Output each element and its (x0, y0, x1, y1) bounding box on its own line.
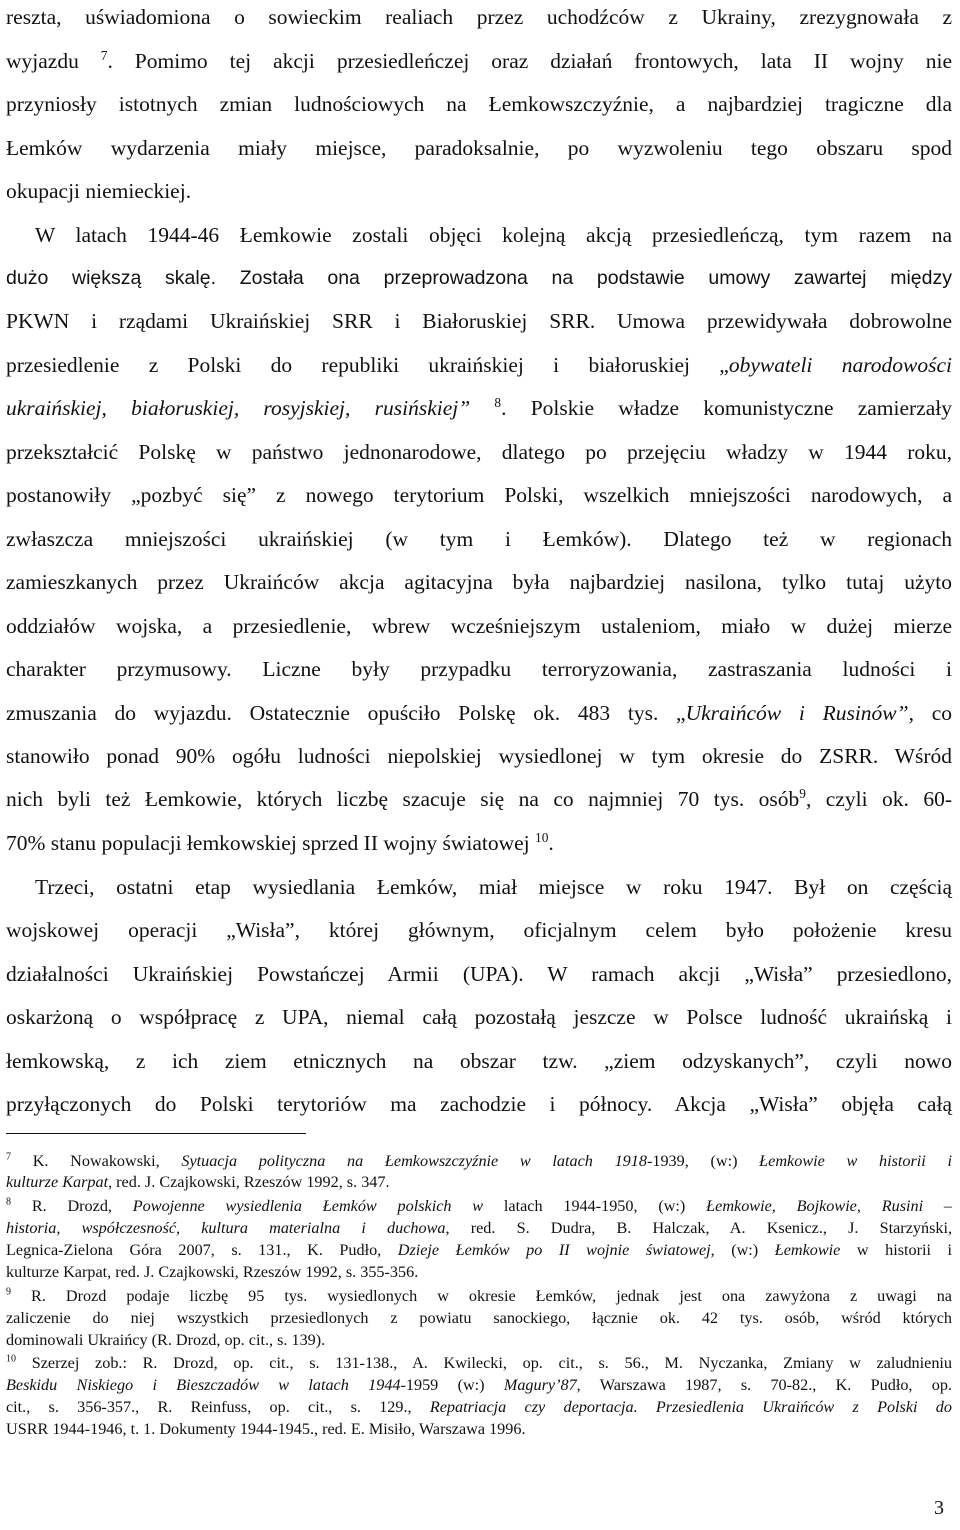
body-line: przekształcić Polskę w państwo jednonarodowe, dlatego po przejęciu władzy w 1944 roku, (6, 440, 952, 464)
footnote-separator (6, 1133, 306, 1134)
footnote-line: kulturze Karpat, red. J. Czajkowski, Rzeszów 1992, s. 355-356. (6, 1263, 419, 1281)
body-line: Łemków wydarzenia miały miejsce, paradoksalnie, po wyzwoleniu tego obszaru spod (6, 136, 952, 160)
body-line: zmuszania do wyjazdu. Ostatecznie opuściło Polskę ok. 483 tys. „Ukraińców i Rusinów”, co (6, 701, 952, 725)
footnote-line: dominowali Ukraińcy (R. Drozd, op. cit., s. 139). (6, 1331, 326, 1349)
footnote-line: $^9$ R. Drozd podaje liczbę 95 tys. wysiedlonych w okresie Łemków, jednak jest ona zawyżona z uwagi na (6, 1286, 952, 1305)
footnote-line: $^{10}$ Szerzej zob.: R. Drozd, op. cit., s. 131-138., A. Kwilecki, op. cit., s. 56., M. Nyczanka, Zmiany w zaludnieniu (6, 1353, 952, 1372)
body-line: Trzeci, ostatni etap wysiedlania Łemków, miał miejsce w roku 1947. Był on częścią (35, 875, 952, 899)
body-line: dużo większą skalę. Została ona przeprowadzona na podstawie umowy zawartej między (6, 267, 952, 289)
body-line: okupacji niemieckiej. (6, 179, 192, 203)
footnote-line: historia, współczesność, kultura materialna i duchowa, red. S. Dudra, B. Halczak, A. Ksenicz., J. Starzyński, (6, 1219, 953, 1237)
body-line: wyjazdu $^7$. Pomimo tej akcji przesiedleńczej oraz działań frontowych, lata II wojny nie (6, 47, 952, 73)
page-number: 3 (934, 1497, 944, 1519)
body-line: nich byli też Łemkowie, których liczbę szacuje się na co najmniej 70 tys. osób$^9$, czyli ok. 60- (6, 785, 952, 811)
body-line: działalności Ukraińskiej Powstańczej Armii (UPA). W ramach akcji „Wisła” przesiedlono, (6, 962, 952, 986)
body-line: oskarżoną o współpracę z UPA, niemal całą pozostałą jeszcze w Polsce ludność ukraińską i (6, 1005, 952, 1029)
body-line: wojskowej operacji „Wisła”, której głównym, oficjalnym celem było położenie kresu (6, 918, 952, 942)
footnote-line: $^7$ K. Nowakowski, Sytuacja polityczna na Łemkowszczyźnie w latach 1918-1939, (w:) Łemkowie w historii i (6, 1151, 952, 1170)
footnote-line: kulturze Karpat, red. J. Czajkowski, Rzeszów 1992, s. 347. (6, 1173, 390, 1191)
body-line: ukraińskiej, białoruskiej, rosyjskiej, rusińskiej” $^8$. Polskie władze komunistyczne zamierzały (6, 394, 952, 420)
body-line: zamieszkanych przez Ukraińców akcja agitacyjna była najbardziej nasilona, tylko tutaj użyto (6, 570, 952, 594)
body-line: reszta, uświadomiona o sowieckim realiach przez uchodźców z Ukrainy, zrezygnowała z (6, 5, 952, 29)
body-line: postanowiły „pozbyć się” z nowego terytorium Polski, wszelkich mniejszości narodowych, a (6, 483, 952, 507)
footnote-line: Beskidu Niskiego i Bieszczadów w latach 1944-1959 (w:) Magury’87, Warszawa 1987, s. 70-82., K. Pudło, op. (6, 1376, 952, 1394)
footnote-line: cit., s. 356-357., R. Reinfuss, op. cit., s. 129., Repatriacja czy deportacja. Przesiedlenia Ukraińców z Polski do (6, 1398, 952, 1416)
body-line: przyłączonych do Polski terytoriów ma zachodzie i północy. Akcja „Wisła” objęła całą (6, 1092, 952, 1116)
body-line: przesiedlenie z Polski do republiki ukraińskiej i białoruskiej „obywateli narodowości (6, 353, 953, 377)
body-line: charakter przymusowy. Liczne były przypadku terroryzowania, zastraszania ludności i (6, 657, 952, 681)
body-line: 70% stanu populacji łemkowskiej sprzed II wojny światowej $^{10}$. (6, 829, 554, 855)
body-line: PKWN i rządami Ukraińskiej SRR i Białoruskiej SRR. Umowa przewidywała dobrowolne (6, 309, 952, 333)
body-line: oddziałów wojska, a przesiedlenie, wbrew wcześniejszym ustaleniom, miało w dużej mierze (6, 614, 952, 638)
footnote-line: Legnica-Zielona Góra 2007, s. 131., K. Pudło, Dzieje Łemków po II wojnie światowej, (w:) Łemkowie w historii i (6, 1241, 953, 1259)
footnote-line: USRR 1944-1946, t. 1. Dokumenty 1944-1945., red. E. Misiło, Warszawa 1996. (6, 1420, 526, 1438)
body-line: stanowiło ponad 90% ogółu ludności niepolskiej wysiedlonej w tym okresie do ZSRR. Wśród (6, 744, 952, 768)
body-line: W latach 1944-46 Łemkowie zostali objęci kolejną akcją przesiedleńczą, tym razem na (35, 223, 952, 247)
footnote-line: $^8$ R. Drozd, Powojenne wysiedlenia Łemków polskich w latach 1944-1950, (w:) Łemkowie, Bojkowie, Rusini – (6, 1196, 953, 1215)
body-line: przyniosły istotnych zmian ludnościowych na Łemkowszczyźnie, a najbardziej tragiczne dla (6, 92, 952, 116)
body-line: zwłaszcza mniejszości ukraińskiej (w tym i Łemków). Dlatego też w regionach (6, 527, 952, 551)
body-line: łemkowską, z ich ziem etnicznych na obszar tzw. „ziem odzyskanych”, czyli nowo (6, 1049, 952, 1073)
footnote-line: zaliczenie do niej wszystkich przesiedlonych z powiatu sanockiego, łącznie ok. 42 tys. osób, wśród których (6, 1309, 952, 1327)
